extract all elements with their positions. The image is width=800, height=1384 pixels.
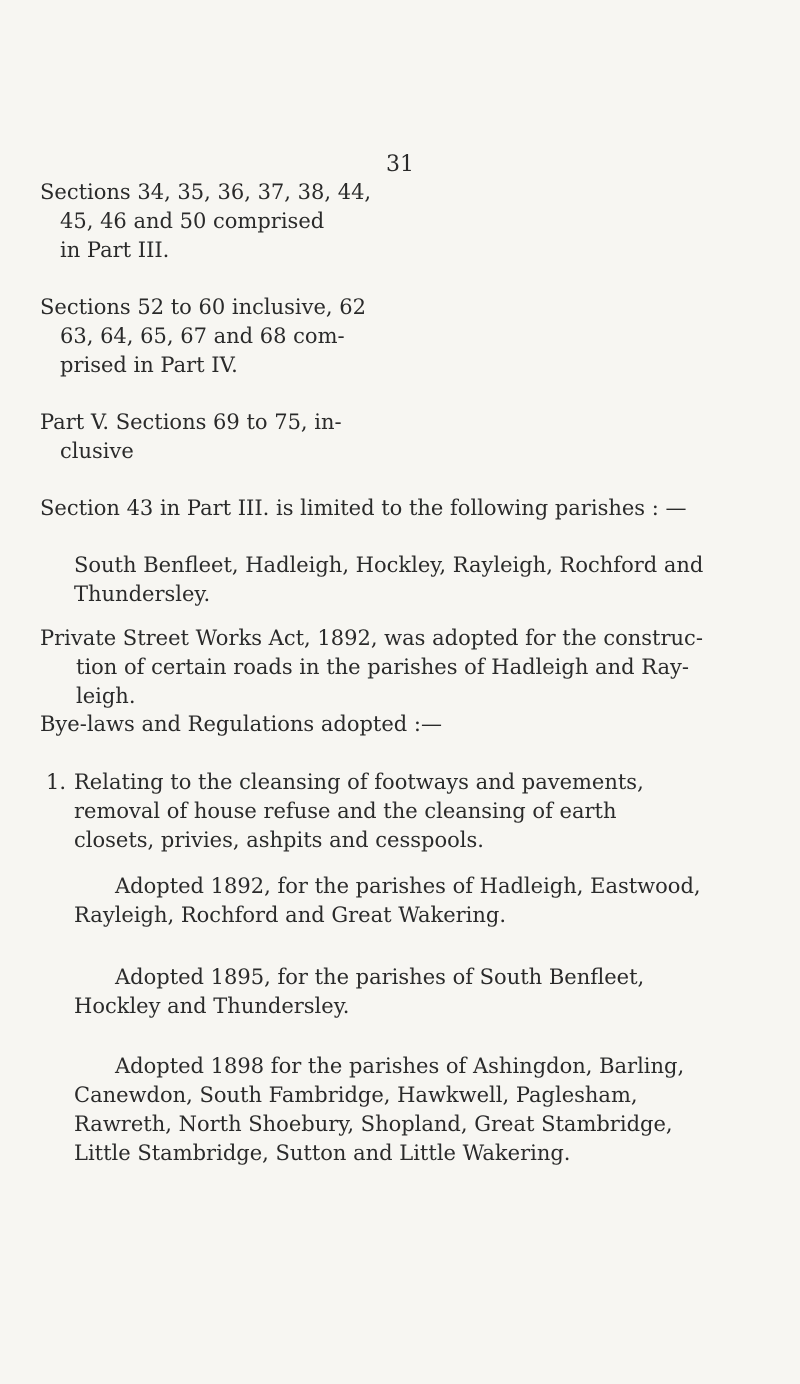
sections-part-four: Sections 52 to 60 inclusive, 62 63, 64, 65, 67 and 68 com- prised in Part IV.	[40, 295, 367, 377]
byelaws-heading: Bye-laws and Regulations adopted :—	[40, 712, 442, 736]
private-street-works-paragraph: Private Street Works Act, 1892, was adopted for the construc- tion of certain roads in the parishes of Hadleigh and Ray- leigh.	[40, 626, 703, 708]
sections-part-three: Sections 34, 35, 36, 37, 38, 44, 45, 46 and 50 comprised in Part III.	[40, 180, 372, 262]
section-43-paragraph: Section 43 in Part III. is limited to the following parishes : —	[40, 496, 687, 520]
section-43-parishes: South Benfleet, Hadleigh, Hockley, Rayleigh, Rochford and Thundersley.	[74, 553, 704, 606]
adopted-1892-paragraph: Adopted 1892, for the parishes of Hadleigh, Eastwood, Rayleigh, Rochford and Great Wakering.	[74, 874, 701, 927]
item-number: 1.	[46, 770, 67, 794]
adopted-1895-paragraph: Adopted 1895, for the parishes of South Benfleet, Hockley and Thundersley.	[74, 965, 645, 1018]
page-number: 31	[386, 152, 414, 177]
adopted-1898-paragraph: Adopted 1898 for the parishes of Ashingdon, Barling, Canewdon, South Fambridge, Hawkwell, Paglesham, Rawreth, North Shoebury, Shopland, Great Stambridge, Little Stambridge, Sutton and Little Wakering.	[74, 1054, 685, 1165]
sections-part-five: Part V. Sections 69 to 75, in- clusive	[40, 410, 342, 463]
item-1-text: Relating to the cleansing of footways and pavements, removal of house refuse and the cleansing of earth closets, privies, ashpits and cesspools.	[74, 770, 644, 852]
